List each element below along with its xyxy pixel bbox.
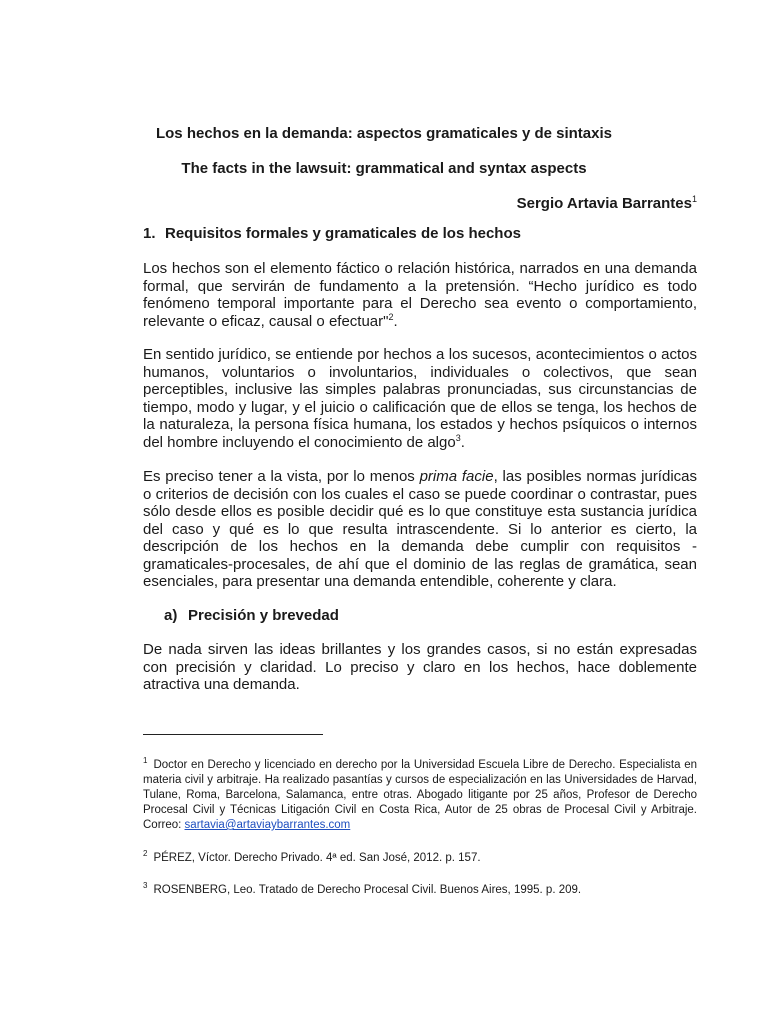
footnote-ref[interactable]: 3: [455, 432, 461, 443]
document-title-spanish: Los hechos en la demanda: aspectos gramaticales y de sintaxis: [155, 125, 612, 142]
footnote-number: 1: [143, 756, 148, 765]
paragraph-text: En sentido jurídico, se entiende por hechos a los sucesos, acontecimientos o actos humanos, voluntarios o involuntarios, individuales o colectivos, que sean perceptibles, inclusive las simples palabras pronunciadas, sus circunstancias de tiempo, modo y lugar, y el juicio o calificación que de ellos se tenga, los hechos de la naturaleza, la persona física humana, los estados y hechos psíquicos o internos del hombre incluyendo el conocimiento de algo: [143, 346, 697, 451]
footnote-text: ROSENBERG, Leo. Tratado de Derecho Procesal Civil. Buenos Aires, 1995. p. 209.: [153, 884, 582, 896]
italic-term: prima facie: [419, 468, 494, 485]
footnote-separator: [143, 734, 323, 735]
footnote-number: 3: [143, 881, 148, 890]
paragraph-text: De nada sirven las ideas brillantes y los grandes casos, si no están expresadas con precisión y claridad. Lo preciso y claro en los hechos, hace doblemente atractiva una demanda.: [143, 641, 697, 693]
paragraph: [143, 468, 697, 591]
footnote-ref[interactable]: 1: [691, 194, 697, 204]
paragraph-text: Los hechos son el elemento fáctico o relación histórica, narrados en una demanda formal, que servirán de fundamento a la pretensión. “Hecho jurídico es todo fenómeno temporal importante para el Derecho sea evento o comportamiento, relevante o eficaz, causal o efectuar": [143, 260, 697, 330]
author-line: [517, 190, 697, 213]
document-title-english: The facts in the lawsuit: grammatical and syntax aspects: [181, 160, 587, 177]
subsection-heading-text: Precisión y brevedad: [188, 607, 339, 624]
footnote-ref[interactable]: 2: [388, 311, 394, 322]
footnote-number: 2: [143, 849, 148, 858]
section-heading-text: Requisitos formales y gramaticales de los hechos: [165, 225, 521, 242]
footnote: [143, 883, 697, 898]
footnote: [143, 851, 697, 866]
paragraph-end: .: [393, 312, 398, 330]
section-heading: [143, 225, 521, 243]
paragraph: [143, 346, 697, 451]
footnote-text: Doctor en Derecho y licenciado en derecho por la Universidad Escuela Libre de Derecho. Especialista en materia civil y arbitraje. Ha realizado pasantías y cursos de especialización en las Universidades de Harvad, Tulane, Roma, Barcelona, Salamanca, entre otras. Abogado litigante por 25 años, Profesor de Derecho Procesal Civil y Técnicas Litigación Civil en Costa Rica, Autor de 25 obras de Procesal Civil y Arbitraje. Correo:: [143, 759, 697, 831]
paragraph: [143, 641, 697, 694]
footnote-text: PÉREZ, Víctor. Derecho Privado. 4ª ed. San José, 2012. p. 157.: [153, 852, 481, 864]
email-link[interactable]: sartavia@artaviaybarrantes.com: [184, 819, 351, 831]
paragraph-end: .: [460, 433, 465, 451]
paragraph-text: Es preciso tener a la vista, por lo menos: [143, 468, 420, 485]
paragraph: [143, 260, 697, 330]
paragraph-text: , las posibles normas jurídicas o criterios de decisión con los cuales el caso se puede coordinar o contrastar, pues sólo desde ellos es posible decidir qué es lo que constituye esta sustancia jurídica del caso y qué es lo que resulta intrascendente. Si lo anterior es cierto, la descripción de los hechos en la demanda debe cumplir con requisitos -gramaticales-procesales, de ahí que el dominio de las reglas de gramática, sean esenciales, para presentar una demanda entendible, coherente y clara.: [143, 468, 697, 590]
author-name: Sergio Artavia Barrantes: [516, 195, 692, 212]
subsection-number: a): [164, 607, 178, 624]
subsection-heading: [164, 607, 339, 625]
footnote: [143, 758, 697, 833]
section-number: 1.: [143, 225, 156, 242]
